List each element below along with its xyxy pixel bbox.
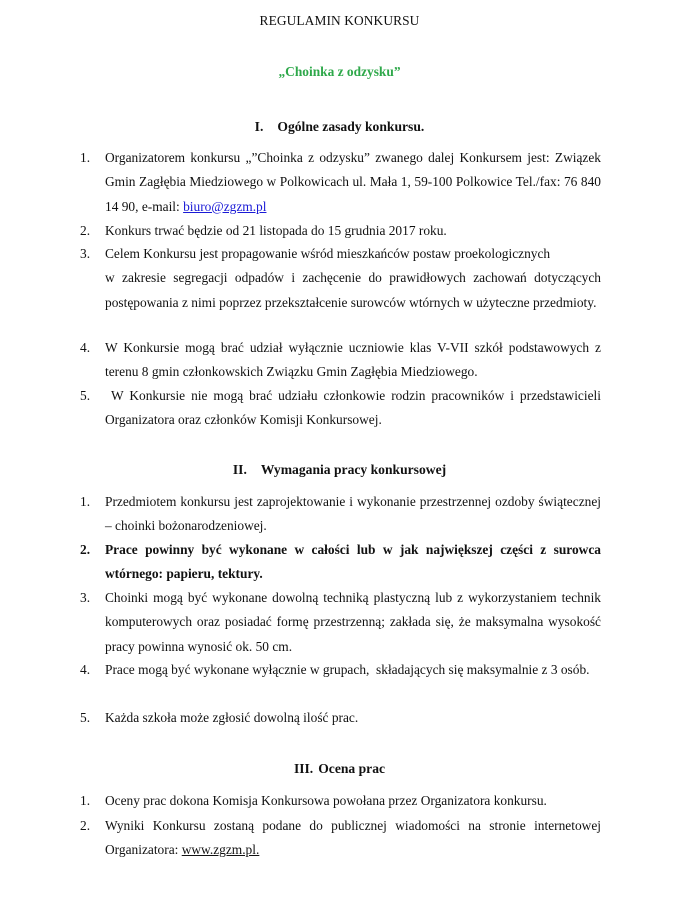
section-number: I. bbox=[254, 119, 264, 134]
list-number: 5. bbox=[80, 388, 91, 403]
email-link[interactable]: biuro@zgzm.pl bbox=[183, 198, 267, 214]
list-item bbox=[105, 146, 601, 219]
section-title: Ocena prac bbox=[318, 761, 386, 776]
list-item: Choinki mogą być wykonane dowolną techniką plastyczną lub z wykorzystaniem technik komputerowych oraz posiadać formę przestrzenną; zakłada się, że maksymalna wysokość pracy powinna wynosić ok. 50 cm. bbox=[105, 590, 601, 654]
list-number: 5. bbox=[80, 710, 91, 725]
list-item: Prace powinny być wykonane w całości lub w jak największej części z surowca wtórnego: papieru, tektury. bbox=[105, 542, 601, 582]
section-heading-evaluation bbox=[0, 761, 679, 777]
section-title: Ogólne zasady konkursu. bbox=[277, 119, 425, 134]
item-text: Wyniki Konkursu zostaną podane do publicznej wiadomości na stronie internetowej Organizatora: bbox=[105, 818, 601, 858]
list-item bbox=[105, 242, 601, 315]
item-text: Organizatorem konkursu „”Choinka z odzysku” zwanego dalej Konkursem jest: Związek Gmin Zagłębia Miedziowego w Polkowicach ul. Mała 1, 59-100 Polkowice Tel./fax: 76 840 14 90, e-mail: bbox=[105, 150, 601, 214]
list-number: 4. bbox=[80, 340, 91, 355]
list-number: 3. bbox=[80, 590, 91, 605]
contest-name: „Choinka z odzysku” bbox=[278, 64, 401, 79]
item-text: w zakresie segregacji odpadów i zachęcenie do prawidłowych zachowań dotyczących postępowania z nimi poprzez przekształcenie surowców wtórnych w użyteczne przedmioty. bbox=[105, 270, 601, 310]
item-text-line: Celem Konkursu jest propagowanie wśród mieszkańców postaw proekologicznych bbox=[105, 246, 551, 261]
list-number: 1. bbox=[80, 494, 91, 509]
list-number: 2. bbox=[80, 223, 91, 238]
list-item: Każda szkoła może zgłosić dowolną ilość prac. bbox=[105, 710, 359, 725]
list-item: Oceny prac dokona Komisja Konkursowa powołana przez Organizatora konkursu. bbox=[105, 793, 547, 808]
list-number: 2. bbox=[80, 818, 91, 833]
list-item bbox=[105, 814, 601, 863]
section-number: III. bbox=[293, 761, 314, 776]
list-item: W Konkursie nie mogą brać udziału członkowie rodzin pracowników i przedstawicieli Organizatora oraz członków Komisji Konkursowej. bbox=[105, 388, 605, 428]
list-number: 2. bbox=[80, 542, 91, 557]
section-heading-general-rules bbox=[0, 119, 679, 135]
list-number: 4. bbox=[80, 662, 91, 677]
list-item: Przedmiotem konkursu jest zaprojektowanie i wykonanie przestrzennej ozdoby świątecznej – choinki bożonarodzeniowej. bbox=[105, 494, 601, 534]
document-title: REGULAMIN KONKURSU bbox=[259, 13, 420, 28]
list-number: 1. bbox=[80, 150, 91, 165]
list-number: 3. bbox=[80, 246, 91, 261]
list-item: Konkurs trwać będzie od 21 listopada do 15 grudnia 2017 roku. bbox=[105, 223, 447, 238]
section-number: II. bbox=[232, 462, 247, 477]
section-heading-requirements bbox=[0, 462, 679, 478]
list-item: Prace mogą być wykonane wyłącznie w grupach, składających się maksymalnie z 3 osób. bbox=[105, 662, 590, 677]
list-item: W Konkursie mogą brać udział wyłącznie uczniowie klas V-VII szkół podstawowych z terenu 8 gmin członkowskich Związku Gmin Zagłębia Miedziowego. bbox=[105, 340, 601, 380]
section-title: Wymagania pracy konkursowej bbox=[260, 462, 447, 477]
website-link[interactable]: www.zgzm.pl. bbox=[181, 842, 260, 858]
list-number: 1. bbox=[80, 793, 91, 808]
